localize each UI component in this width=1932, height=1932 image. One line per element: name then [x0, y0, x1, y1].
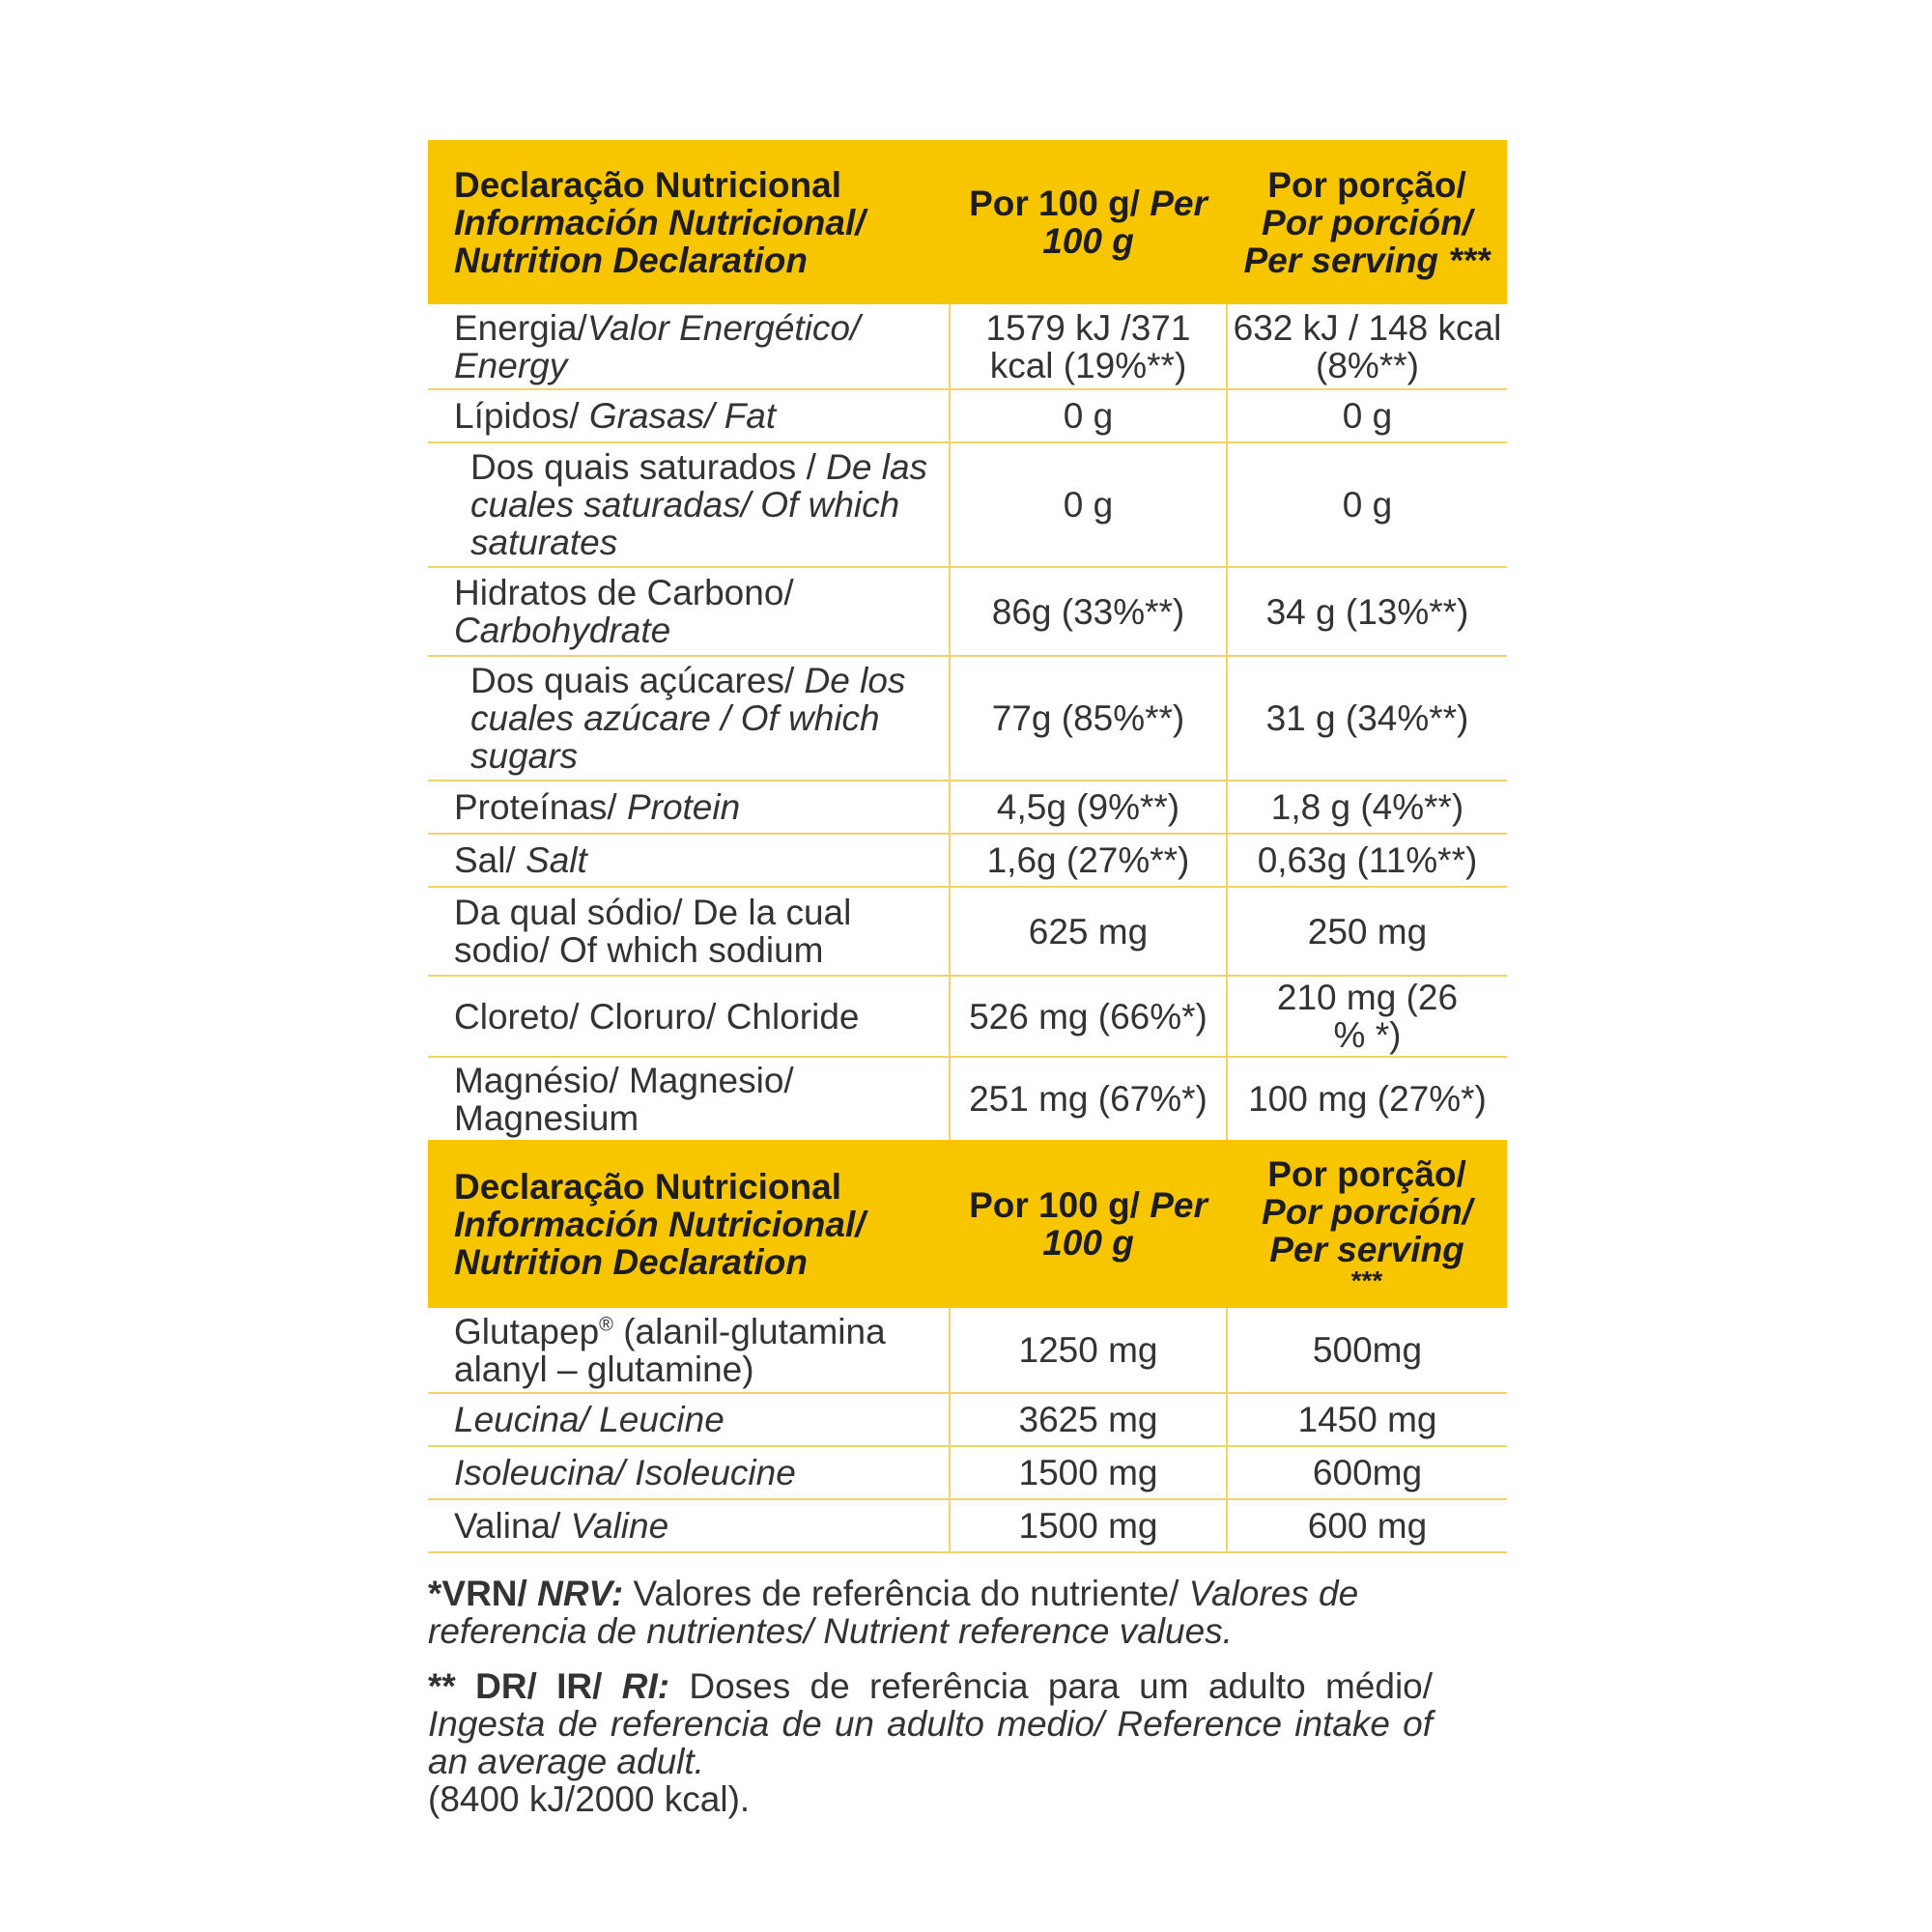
energy-per100: 1579 kJ /371 kcal (19%**): [950, 304, 1227, 389]
table2-serving-header: [1227, 1140, 1507, 1308]
sugars-serving: 31 g (34%**): [1227, 656, 1507, 781]
salt-per100: 1,6g (27%**): [950, 834, 1227, 887]
valine-per100: 1500 mg: [950, 1499, 1227, 1552]
footnote-ri-reference: (8400 kJ/2000 kcal).: [428, 1779, 751, 1819]
carbs-serving: 34 g (13%**): [1227, 567, 1507, 656]
fat-per100: 0 g: [950, 389, 1227, 442]
table2-per100-header: [950, 1140, 1227, 1308]
title-en: Nutrition Declaration: [454, 1241, 808, 1282]
title-es: Información Nutricional/: [454, 1204, 866, 1244]
leucine-per100: 3625 mg: [950, 1393, 1227, 1446]
magnesium-serving: 100 mg (27%*): [1227, 1057, 1507, 1140]
per100-label-en: Per: [1150, 184, 1208, 223]
glutapep-serving: 500mg: [1227, 1308, 1507, 1393]
table-row: [428, 389, 1507, 442]
serving-label-es: Por porción/: [1262, 202, 1472, 242]
carbs-per100: 86g (33%**): [950, 567, 1227, 656]
serving-label-stars: ***: [1448, 240, 1491, 280]
serving-label-pt: Por porção/: [1267, 164, 1466, 205]
isoleucine-label: Isoleucina/ Isoleucine: [428, 1446, 950, 1499]
salt-label: Sal/ Salt: [428, 834, 950, 887]
title-pt: Declaração Nutricional: [454, 164, 841, 205]
protein-per100: 4,5g (9%**): [950, 781, 1227, 834]
per100-label-unit: 100 g: [1042, 221, 1134, 261]
per100-label-en: Per: [1150, 1185, 1208, 1225]
table1-per100-header: [950, 140, 1227, 304]
protein-serving: 1,8 g (4%**): [1227, 781, 1507, 834]
energy-serving: 632 kJ / 148 kcal (8%**): [1227, 304, 1507, 389]
footnotes: [428, 1575, 1433, 1835]
serving-label-en: Per serving: [1269, 1229, 1464, 1269]
footnote-nrv: *VRN/ NRV: Valores de referência do nutriente/ Valores de referencia de nutrientes/ Nutrient reference values.: [428, 1574, 1359, 1651]
magnesium-label: Magnésio/ Magnesio/ Magnesium: [454, 1060, 794, 1138]
table2-header-row: [428, 1140, 1507, 1308]
table-row: [428, 1393, 1507, 1446]
protein-label: Proteínas/ Protein: [428, 781, 950, 834]
nutrition-table: [428, 140, 1507, 1553]
sodium-label: Da qual sódio/ De la cual sodio/ Of which sodium: [428, 887, 950, 976]
chloride-per100: 526 mg (66%*): [950, 976, 1227, 1057]
glutapep-per100: 1250 mg: [950, 1308, 1227, 1393]
table-row: [428, 567, 1507, 656]
table-row: [428, 656, 1507, 781]
saturates-label: Dos quais saturados / De las cuales saturadas/ Of which saturates: [428, 442, 950, 567]
magnesium-per100: 251 mg (67%*): [950, 1057, 1227, 1140]
serving-label-es: Por porción/: [1262, 1191, 1472, 1232]
per100-label-unit: 100 g: [1042, 1223, 1134, 1263]
table-row: [428, 1308, 1507, 1393]
table-row: [428, 887, 1507, 976]
table-row: [428, 834, 1507, 887]
valine-label: Valina/ Valine: [428, 1499, 950, 1552]
title-es: Información Nutricional/: [454, 202, 866, 242]
salt-serving: 0,63g (11%**): [1227, 834, 1507, 887]
table1-serving-header: [1227, 140, 1507, 304]
table1-title: [428, 140, 950, 304]
sugars-label: Dos quais açúcares/ De los cuales azúcare / Of which sugars: [428, 656, 950, 781]
chloride-label: Cloreto/ Cloruro/ Chloride: [428, 976, 950, 1057]
table-row: [428, 1446, 1507, 1499]
sodium-serving: 250 mg: [1227, 887, 1507, 976]
table2-title: [428, 1140, 950, 1308]
sodium-per100: 625 mg: [950, 887, 1227, 976]
table-row: [428, 442, 1507, 567]
leucine-label: Leucina/ Leucine: [428, 1393, 950, 1446]
leucine-serving: 1450 mg: [1227, 1393, 1507, 1446]
valine-serving: 600 mg: [1227, 1499, 1507, 1552]
serving-label-en: Per serving: [1243, 240, 1439, 280]
table-row: [428, 304, 1507, 389]
serving-label-stars: ***: [1350, 1264, 1383, 1295]
table-row: [428, 1499, 1507, 1552]
per100-label-pt: Por 100 g/: [969, 1185, 1140, 1225]
energy-label: Energia/Valor Energético/ Energy: [428, 304, 950, 389]
saturates-serving: 0 g: [1227, 442, 1507, 567]
saturates-per100: 0 g: [950, 442, 1227, 567]
title-en: Nutrition Declaration: [454, 240, 808, 280]
fat-label: Lípidos/ Grasas/ Fat: [428, 389, 950, 442]
per100-label-pt: Por 100 g/: [969, 184, 1140, 223]
isoleucine-serving: 600mg: [1227, 1446, 1507, 1499]
table-row: [428, 1057, 1507, 1140]
isoleucine-per100: 1500 mg: [950, 1446, 1227, 1499]
footnote-ri: ** DR/ IR/ RI: Doses de referência para um adulto médio/ Ingesta de referencia de un adulto medio/ Reference intake of an average adult.: [428, 1666, 1434, 1781]
serving-label-pt: Por porção/: [1267, 1153, 1466, 1194]
table-row: [428, 781, 1507, 834]
fat-serving: 0 g: [1227, 389, 1507, 442]
glutapep-label: Glutapep® (alanil-glutamina alanyl – glutamine): [428, 1308, 950, 1393]
chloride-serving: 210 mg (26 % *): [1227, 976, 1507, 1057]
table1-header-row: [428, 140, 1507, 304]
sugars-per100: 77g (85%**): [950, 656, 1227, 781]
table-row: [428, 976, 1507, 1057]
title-pt: Declaração Nutricional: [454, 1166, 841, 1207]
carbs-label: Hidratos de Carbono/ Carbohydrate: [428, 567, 950, 656]
